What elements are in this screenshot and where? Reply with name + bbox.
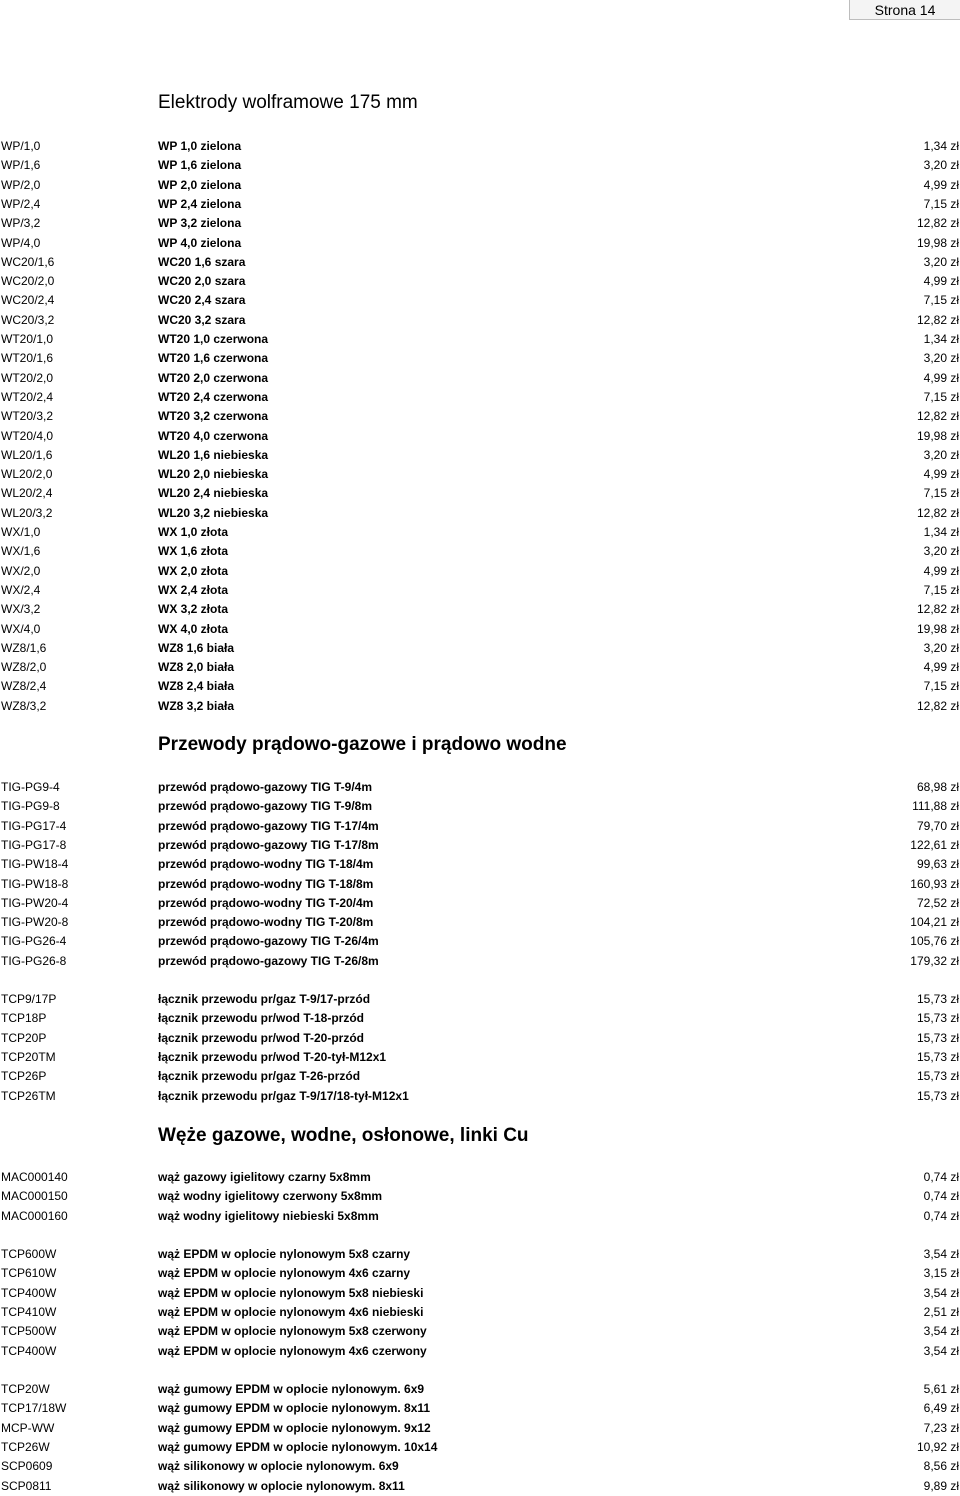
product-description: przewód prądowo-gazowy TIG T-26/8m — [158, 953, 379, 968]
price-row — [0, 311, 960, 330]
product-code: WC20/3,2 — [1, 312, 55, 327]
product-price: 7,15 zł — [923, 679, 959, 694]
product-code: SCP0811 — [1, 1478, 52, 1493]
product-price: 3,15 zł — [923, 1266, 959, 1281]
product-description: łącznik przewodu pr/gaz T-9/17-przód — [158, 992, 371, 1006]
product-price: 3,54 zł — [923, 1247, 959, 1261]
product-code: WX/2,4 — [1, 582, 41, 597]
product-description: WP 2,0 zielona — [158, 177, 242, 192]
price-row — [0, 1438, 960, 1457]
product-code: WT20/1,6 — [1, 351, 54, 366]
product-price: 19,98 zł — [916, 235, 959, 250]
price-row — [0, 484, 960, 503]
product-description: wąż EPDM w oplocie nylonowym 5x8 niebieski — [158, 1285, 424, 1300]
price-row — [0, 369, 960, 388]
product-description: WZ8 2,0 biała — [158, 660, 235, 675]
product-description: wąż gumowy EPDM w oplocie nylonowym. 8x11 — [158, 1401, 431, 1416]
price-row — [0, 1048, 960, 1067]
product-description: WT20 1,6 czerwona — [158, 351, 269, 366]
price-row — [0, 1284, 960, 1303]
product-price: 7,23 zł — [923, 1420, 959, 1435]
price-row — [0, 658, 960, 677]
product-price: 12,82 zł — [916, 505, 959, 520]
product-price: 72,52 zł — [916, 895, 959, 910]
price-row — [0, 1029, 960, 1048]
product-price: 4,99 zł — [923, 370, 959, 385]
price-row — [0, 952, 960, 971]
product-code: WL20/2,0 — [1, 467, 53, 482]
product-price: 0,74 zł — [923, 1170, 959, 1184]
product-price: 4,99 zł — [923, 660, 959, 675]
product-code: WT20/3,2 — [1, 409, 54, 424]
product-description: wąż wodny igielitowy niebieski 5x8mm — [158, 1208, 379, 1223]
price-row — [0, 427, 960, 446]
product-description: łącznik przewodu pr/wod T-18-przód — [158, 1011, 365, 1026]
product-description: przewód prądowo-wodny TIG T-18/8m — [158, 876, 374, 891]
product-code: TCP600W — [1, 1247, 57, 1261]
product-description: wąż gazowy igielitowy czarny 5x8mm — [158, 1170, 371, 1184]
product-price: 111,88 zł — [912, 799, 959, 814]
product-description: WP 4,0 zielona — [158, 235, 242, 250]
product-code: TCP500W — [1, 1324, 57, 1339]
price-row — [0, 176, 960, 195]
price-row — [0, 388, 960, 407]
product-code: WP/1,0 — [1, 139, 41, 153]
product-code: WX/1,6 — [1, 544, 41, 559]
price-row — [0, 1477, 960, 1496]
product-code: TIG-PW18-8 — [1, 876, 69, 891]
product-code: TIG-PG9-8 — [1, 799, 60, 814]
product-code: TIG-PW18-4 — [1, 857, 69, 872]
product-price: 7,15 zł — [923, 389, 959, 404]
product-price: 7,15 zł — [923, 196, 959, 211]
product-code: WP/3,2 — [1, 216, 41, 231]
product-price: 2,51 zł — [923, 1304, 959, 1319]
product-price: 7,15 zł — [923, 486, 959, 501]
product-price: 99,63 zł — [916, 857, 959, 872]
price-row — [0, 1342, 960, 1361]
product-description: wąż gumowy EPDM w oplocie nylonowym. 9x12 — [158, 1420, 431, 1435]
product-price: 122,61 zł — [910, 837, 959, 852]
product-price: 12,82 zł — [916, 216, 959, 231]
product-description: łącznik przewodu pr/wod T-20-przód — [158, 1030, 365, 1045]
product-price: 15,73 zł — [916, 1049, 959, 1064]
price-row — [0, 1009, 960, 1028]
product-price: 12,82 zł — [916, 409, 959, 424]
price-row — [0, 875, 960, 894]
product-price: 6,49 zł — [923, 1401, 959, 1416]
product-description: WX 3,2 złota — [158, 602, 229, 617]
price-row — [0, 817, 960, 836]
product-code: WZ8/3,2 — [1, 698, 47, 713]
product-code: TIG-PG17-8 — [1, 837, 67, 852]
price-row — [0, 1067, 960, 1086]
product-price: 3,20 zł — [923, 447, 959, 462]
product-price: 79,70 zł — [916, 818, 959, 833]
product-code: TCP18P — [1, 1011, 47, 1026]
product-description: WX 1,6 złota — [158, 544, 229, 559]
price-row — [0, 465, 960, 484]
product-description: WL20 2,0 niebieska — [158, 467, 269, 482]
price-row — [0, 1457, 960, 1476]
product-code: WX/1,0 — [1, 525, 41, 539]
price-row — [0, 330, 960, 349]
product-price: 15,73 zł — [916, 1011, 959, 1026]
product-code: TCP20P — [1, 1030, 47, 1045]
price-row — [0, 504, 960, 523]
product-price: 1,34 zł — [923, 332, 959, 346]
section-heading: Węże gazowe, wodne, osłonowe, linki Cu — [158, 1125, 529, 1146]
product-description: WL20 3,2 niebieska — [158, 505, 269, 520]
product-description: WC20 3,2 szara — [158, 312, 246, 327]
price-row — [0, 1419, 960, 1438]
product-description: WZ8 1,6 biała — [158, 640, 235, 655]
product-price: 19,98 zł — [916, 621, 959, 636]
product-description: WL20 2,4 niebieska — [158, 486, 269, 501]
product-description: WT20 1,0 czerwona — [158, 332, 269, 346]
product-code: TCP610W — [1, 1266, 57, 1281]
product-description: łącznik przewodu pr/gaz T-26-przód — [158, 1069, 361, 1084]
price-row — [0, 1245, 960, 1264]
price-row — [0, 234, 960, 253]
product-code: TCP400W — [1, 1285, 57, 1300]
product-price: 0,74 zł — [923, 1189, 959, 1204]
product-description: wąż EPDM w oplocie nylonowym 4x6 niebieski — [158, 1304, 424, 1319]
price-row — [0, 913, 960, 932]
product-description: WL20 1,6 niebieska — [158, 447, 269, 462]
price-row — [0, 836, 960, 855]
product-code: WP/2,4 — [1, 196, 41, 211]
product-description: przewód prądowo-gazowy TIG T-9/4m — [158, 780, 373, 794]
product-price: 19,98 zł — [916, 428, 959, 443]
price-row — [0, 407, 960, 426]
product-code: TCP9/17P — [1, 992, 57, 1006]
product-code: MAC000150 — [1, 1189, 68, 1204]
price-row — [0, 137, 960, 156]
product-code: TIG-PG26-8 — [1, 953, 67, 968]
price-row — [0, 195, 960, 214]
price-row — [0, 1303, 960, 1322]
product-code: WC20/2,0 — [1, 274, 55, 289]
product-description: WT20 3,2 czerwona — [158, 409, 269, 424]
product-price: 15,73 zł — [916, 1030, 959, 1045]
product-price: 12,82 zł — [916, 602, 959, 617]
price-row — [0, 272, 960, 291]
product-code: WT20/1,0 — [1, 332, 54, 346]
product-description: wąż gumowy EPDM w oplocie nylonowym. 6x9 — [158, 1382, 425, 1396]
price-row — [0, 778, 960, 797]
product-description: przewód prądowo-wodny TIG T-20/4m — [158, 895, 374, 910]
product-description: WX 2,4 złota — [158, 582, 229, 597]
product-code: WL20/1,6 — [1, 447, 53, 462]
product-price: 160,93 zł — [910, 876, 959, 891]
product-description: przewód prądowo-gazowy TIG T-17/8m — [158, 837, 379, 852]
product-price: 3,20 zł — [923, 254, 959, 269]
product-description: wąż wodny igielitowy czerwony 5x8mm — [158, 1189, 383, 1204]
product-description: wąż EPDM w oplocie nylonowym 5x8 czerwony — [158, 1324, 427, 1339]
product-code: TCP26TM — [1, 1088, 56, 1103]
product-description: WX 4,0 złota — [158, 621, 229, 636]
product-code: WL20/2,4 — [1, 486, 53, 501]
product-price: 7,15 zł — [923, 293, 959, 308]
product-price: 15,73 zł — [916, 992, 959, 1006]
price-row — [0, 214, 960, 233]
price-row — [0, 542, 960, 561]
page-number-label: Strona 14 — [849, 0, 960, 20]
product-code: WZ8/2,0 — [1, 660, 47, 675]
product-code: WP/2,0 — [1, 177, 41, 192]
price-row — [0, 1264, 960, 1283]
price-row — [0, 562, 960, 581]
product-description: WC20 1,6 szara — [158, 254, 246, 269]
price-row — [0, 523, 960, 542]
product-code: WC20/1,6 — [1, 254, 55, 269]
price-row — [0, 1399, 960, 1418]
product-price: 3,20 zł — [923, 158, 959, 173]
price-row — [0, 697, 960, 716]
product-code: TCP20W — [1, 1382, 50, 1396]
product-code: TIG-PW20-4 — [1, 895, 69, 910]
product-price: 3,20 zł — [923, 351, 959, 366]
product-code: WZ8/2,4 — [1, 679, 47, 694]
price-row — [0, 990, 960, 1009]
product-price: 3,54 zł — [923, 1324, 959, 1339]
product-price: 3,20 zł — [923, 640, 959, 655]
product-description: wąż EPDM w oplocie nylonowym 4x6 czerwony — [158, 1343, 427, 1358]
product-code: SCP0609 — [1, 1459, 53, 1474]
product-description: łącznik przewodu pr/wod T-20-tył-M12x1 — [158, 1049, 387, 1064]
product-code: TCP400W — [1, 1343, 57, 1358]
product-description: WP 3,2 zielona — [158, 216, 242, 231]
product-price: 3,54 zł — [923, 1285, 959, 1300]
product-price: 4,99 zł — [923, 467, 959, 482]
price-row — [0, 349, 960, 368]
product-description: WX 1,0 złota — [158, 525, 229, 539]
product-code: TCP410W — [1, 1304, 57, 1319]
product-description: WZ8 3,2 biała — [158, 698, 235, 713]
product-code: TCP20TM — [1, 1049, 56, 1064]
price-row — [0, 1187, 960, 1206]
product-price: 179,32 zł — [910, 953, 959, 968]
product-code: TIG-PW20-8 — [1, 915, 69, 930]
product-price: 7,15 zł — [923, 582, 959, 597]
product-price: 105,76 zł — [910, 934, 959, 949]
product-description: przewód prądowo-wodny TIG T-20/8m — [158, 915, 374, 930]
price-row — [0, 581, 960, 600]
product-description: WP 2,4 zielona — [158, 196, 242, 211]
section-heading: Elektrody wolframowe 175 mm — [158, 92, 418, 113]
product-price: 1,34 zł — [923, 525, 959, 539]
product-code: TIG-PG26-4 — [1, 934, 67, 949]
product-code: WP/4,0 — [1, 235, 41, 250]
price-row — [0, 1087, 960, 1106]
product-code: TCP17/18W — [1, 1401, 67, 1416]
product-code: MAC000160 — [1, 1208, 68, 1223]
product-price: 5,61 zł — [923, 1382, 959, 1396]
product-description: wąż EPDM w oplocie nylonowym 4x6 czarny — [158, 1266, 411, 1281]
product-code: MAC000140 — [1, 1170, 68, 1184]
product-code: TCP26P — [1, 1069, 47, 1084]
price-row — [0, 1322, 960, 1341]
price-row — [0, 797, 960, 816]
product-description: wąż gumowy EPDM w oplocie nylonowym. 10x14 — [158, 1439, 438, 1454]
product-price: 68,98 zł — [916, 780, 959, 794]
product-price: 15,73 zł — [916, 1088, 959, 1103]
price-row — [0, 253, 960, 272]
price-row — [0, 446, 960, 465]
product-description: wąż silikonowy w oplocie nylonowym. 8x11 — [158, 1478, 405, 1493]
product-price: 104,21 zł — [910, 915, 959, 930]
price-row — [0, 894, 960, 913]
price-row — [0, 1207, 960, 1226]
product-description: przewód prądowo-gazowy TIG T-9/8m — [158, 799, 373, 814]
product-code: TIG-PG17-4 — [1, 818, 67, 833]
product-description: WZ8 2,4 biała — [158, 679, 235, 694]
product-price: 15,73 zł — [916, 1069, 959, 1084]
price-row — [0, 1380, 960, 1399]
product-price: 4,99 zł — [923, 177, 959, 192]
product-code: WT20/2,4 — [1, 389, 54, 404]
price-row — [0, 600, 960, 619]
product-code: WX/3,2 — [1, 602, 41, 617]
product-code: MCP-WW — [1, 1420, 55, 1435]
product-code: WP/1,6 — [1, 158, 41, 173]
product-description: przewód prądowo-wodny TIG T-18/4m — [158, 857, 374, 872]
product-price: 4,99 zł — [923, 563, 959, 578]
price-row — [0, 932, 960, 951]
product-price: 12,82 zł — [916, 698, 959, 713]
product-description: wąż EPDM w oplocie nylonowym 5x8 czarny — [158, 1247, 411, 1261]
price-row — [0, 291, 960, 310]
product-price: 0,74 zł — [923, 1208, 959, 1223]
price-row — [0, 677, 960, 696]
product-code: WX/4,0 — [1, 621, 41, 636]
product-code: WT20/4,0 — [1, 428, 54, 443]
product-code: TCP26W — [1, 1439, 50, 1454]
product-description: łącznik przewodu pr/gaz T-9/17/18-tył-M12x1 — [158, 1088, 409, 1103]
product-price: 3,20 zł — [923, 544, 959, 559]
product-description: przewód prądowo-gazowy TIG T-17/4m — [158, 818, 379, 833]
product-description: WT20 4,0 czerwona — [158, 428, 269, 443]
product-description: WC20 2,0 szara — [158, 274, 246, 289]
product-code: WT20/2,0 — [1, 370, 54, 385]
product-price: 8,56 zł — [923, 1459, 959, 1474]
product-description: WP 1,0 zielona — [158, 139, 242, 153]
product-code: WC20/2,4 — [1, 293, 55, 308]
section-heading: Przewody prądowo-gazowe i prądowo wodne — [158, 734, 567, 755]
product-price: 9,89 zł — [923, 1478, 959, 1493]
product-description: WC20 2,4 szara — [158, 293, 246, 308]
product-price: 3,54 zł — [923, 1343, 959, 1358]
product-code: TIG-PG9-4 — [1, 780, 60, 794]
product-description: wąż silikonowy w oplocie nylonowym. 6x9 — [158, 1459, 399, 1474]
product-code: WX/2,0 — [1, 563, 41, 578]
product-description: przewód prądowo-gazowy TIG T-26/4m — [158, 934, 379, 949]
price-row — [0, 620, 960, 639]
product-price: 1,34 zł — [923, 139, 959, 153]
product-description: WT20 2,0 czerwona — [158, 370, 269, 385]
price-row — [0, 855, 960, 874]
product-price: 4,99 zł — [923, 274, 959, 289]
product-code: WZ8/1,6 — [1, 640, 47, 655]
product-price: 12,82 zł — [916, 312, 959, 327]
product-description: WX 2,0 złota — [158, 563, 229, 578]
price-row — [0, 156, 960, 175]
product-description: WP 1,6 zielona — [158, 158, 242, 173]
product-price: 10,92 zł — [916, 1439, 959, 1454]
product-description: WT20 2,4 czerwona — [158, 389, 269, 404]
product-code: WL20/3,2 — [1, 505, 53, 520]
price-row — [0, 639, 960, 658]
price-row — [0, 1168, 960, 1187]
